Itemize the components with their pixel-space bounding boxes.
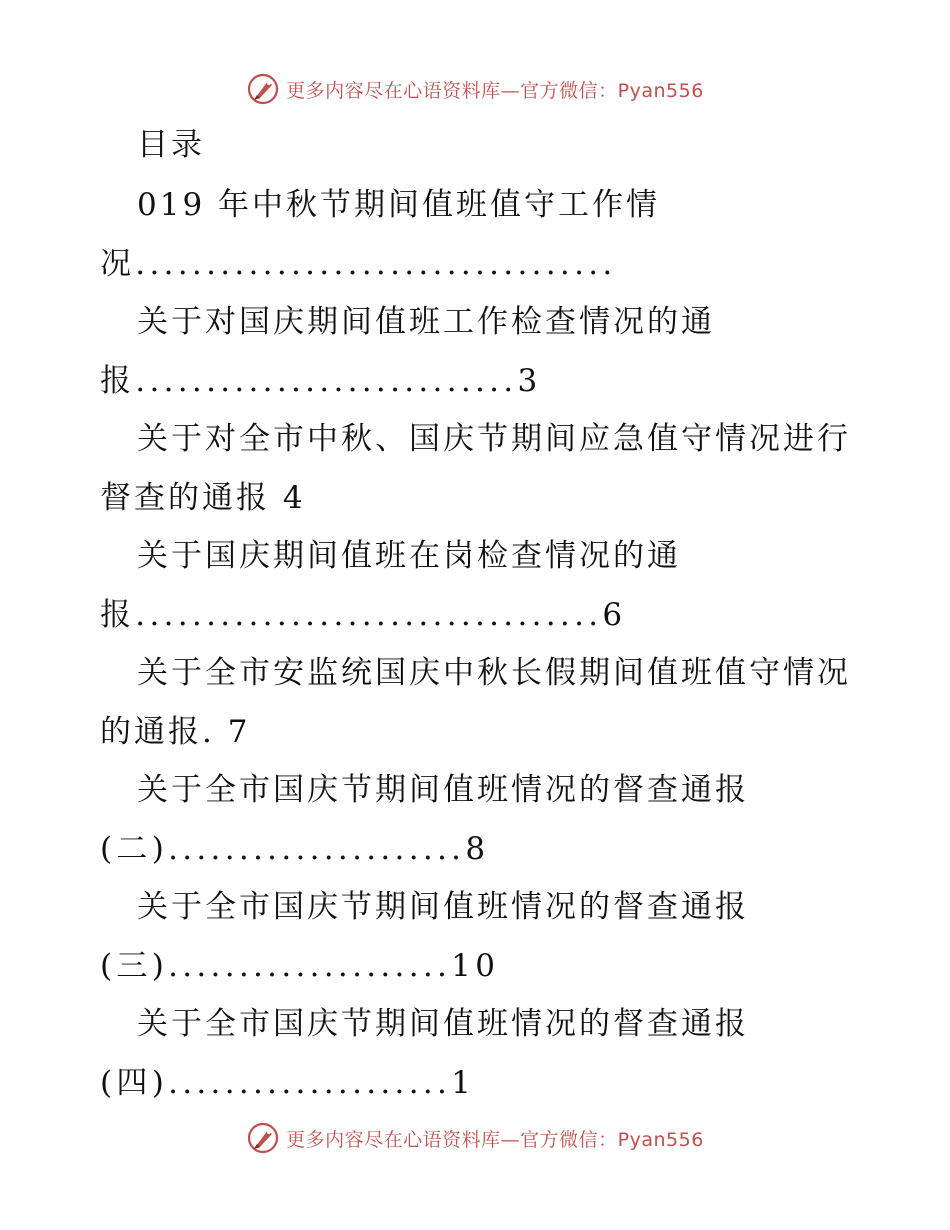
toc-entry-8-page[interactable]: (四)....................1 xyxy=(100,1065,476,1101)
toc-entry-6-page[interactable]: (二).....................8 xyxy=(100,831,490,867)
toc-entry-1-title[interactable]: 019 年中秋节期间值班值守工作情 xyxy=(137,187,661,223)
toc-entry-6-title[interactable]: 关于全市国庆节期间值班情况的督查通报 xyxy=(137,772,749,808)
toc-entry-8-title[interactable]: 关于全市国庆节期间值班情况的督查通报 xyxy=(137,1006,749,1042)
toc-entry-4-page[interactable]: 报.................................6 xyxy=(100,597,627,633)
toc-entry-3-title[interactable]: 关于对全市中秋、国庆节期间应急值守情况进行 xyxy=(137,421,851,457)
toc-heading: 目录 xyxy=(137,127,205,163)
toc-entry-2-page[interactable]: 报...........................3 xyxy=(100,363,542,399)
footer-banner xyxy=(0,1121,950,1155)
toc-entry-5-page[interactable]: 的通报. 7 xyxy=(100,714,251,750)
banner-text xyxy=(286,76,704,103)
header-banner xyxy=(0,72,950,106)
toc-entry-1-page[interactable]: 况.................................. xyxy=(100,246,617,282)
banner-text xyxy=(286,1125,704,1152)
banner-account: Pyan556 xyxy=(617,1128,704,1151)
toc-entry-3-page[interactable]: 督查的通报 4 xyxy=(100,480,306,516)
banner-account: Pyan556 xyxy=(617,79,704,102)
banner-brand-text: 更多内容尽在心语资料库—官方微信： xyxy=(286,79,618,102)
pen-nib-logo-icon xyxy=(246,1121,280,1155)
toc-entry-7-page[interactable]: (三)....................10 xyxy=(100,948,500,984)
pen-nib-logo-icon xyxy=(246,72,280,106)
toc-entry-5-title[interactable]: 关于全市安监统国庆中秋长假期间值班值守情况 xyxy=(137,655,851,691)
toc-entry-2-title[interactable]: 关于对国庆期间值班工作检查情况的通 xyxy=(137,304,715,340)
toc-entry-4-title[interactable]: 关于国庆期间值班在岗检查情况的通 xyxy=(137,538,681,574)
banner-brand-text: 更多内容尽在心语资料库—官方微信： xyxy=(286,1128,618,1151)
toc-entry-7-title[interactable]: 关于全市国庆节期间值班情况的督查通报 xyxy=(137,889,749,925)
